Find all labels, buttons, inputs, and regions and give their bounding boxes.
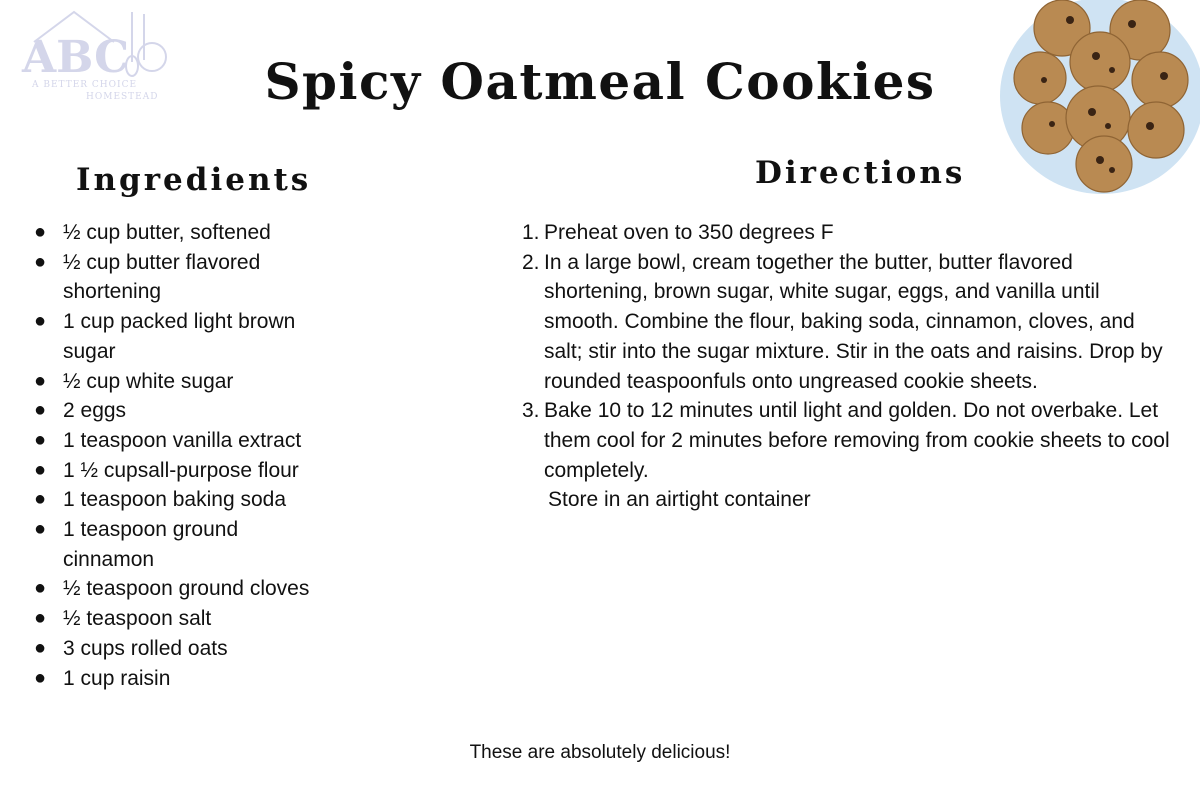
bullet-icon: ● (34, 577, 47, 600)
bullet-icon: ● (34, 636, 47, 659)
ingredient-item: ● 1 ½ cupsall-purpose flour (30, 456, 320, 486)
ingredient-item: ● 1 cup raisin (30, 664, 320, 694)
ingredient-item: ● 1 cup packed light brown sugar (30, 307, 320, 366)
storage-note: Store in an airtight container (548, 488, 811, 511)
svg-text:HOMESTEAD: HOMESTEAD (86, 92, 159, 102)
ingredient-item: ● 2 eggs (30, 396, 320, 426)
bullet-icon: ● (34, 250, 47, 273)
bullet-icon: ● (34, 428, 47, 451)
bullet-icon: ● (34, 399, 47, 422)
step-text: In a large bowl, cream together the butter, butter flavored shortening, brown sugar, white sugar, eggs, and vanilla until smooth. Combine the flour, baking soda, cinnamon, cloves, and salt; stir into the sugar mixture. Stir in the oats and raisins. Drop by rounded teaspoonfuls onto ungreased cookie sheets. (544, 250, 1163, 393)
step-number: 2. (522, 250, 540, 274)
ingredient-item: ● ½ teaspoon salt (30, 604, 320, 634)
bullet-icon: ● (34, 518, 47, 541)
bullet-icon: ● (34, 607, 47, 630)
bullet-icon: ● (34, 488, 47, 511)
bullet-icon: ● (34, 221, 47, 243)
ingredient-item: ● 1 teaspoon baking soda (30, 485, 320, 515)
bullet-icon: ● (34, 458, 47, 481)
bullet-icon: ● (34, 310, 47, 333)
step-text: Bake 10 to 12 minutes until light and golden. Do not overbake. Let them cool for 2 minutes before removing from cookie sheets to cool completely. (544, 399, 1170, 482)
footer-note: These are absolutely delicious! (469, 742, 731, 763)
page-title: Spicy Oatmeal Cookies (264, 52, 936, 111)
ingredients-heading: Ingredients (76, 162, 312, 198)
step-number: 3. (522, 399, 540, 423)
step-text: Preheat oven to 350 degrees F (544, 221, 834, 244)
step-number: 1. (522, 221, 540, 244)
direction-step (520, 396, 1170, 485)
svg-text:A BETTER CHOICE: A BETTER CHOICE (32, 80, 138, 90)
ingredients-list (30, 218, 320, 693)
direction-step (520, 218, 1170, 248)
ingredient-item: ● ½ cup white sugar (30, 367, 320, 397)
directions-heading: Directions (755, 155, 966, 191)
bullet-icon: ● (34, 666, 47, 689)
direction-step (520, 248, 1170, 397)
bullet-icon: ● (34, 369, 47, 392)
ingredient-item: ● ½ cup butter flavored shortening (30, 248, 320, 307)
ingredient-item: ● 1 teaspoon ground cinnamon (30, 515, 320, 574)
ingredient-item: ● ½ teaspoon ground cloves (30, 574, 320, 604)
directions-list (520, 218, 1170, 485)
ingredient-item: ● 3 cups rolled oats (30, 634, 320, 664)
svg-text:ABC: ABC (22, 32, 130, 83)
ingredient-item: ● ½ cup butter, softened (30, 218, 320, 248)
ingredient-item: ● 1 teaspoon vanilla extract (30, 426, 320, 456)
